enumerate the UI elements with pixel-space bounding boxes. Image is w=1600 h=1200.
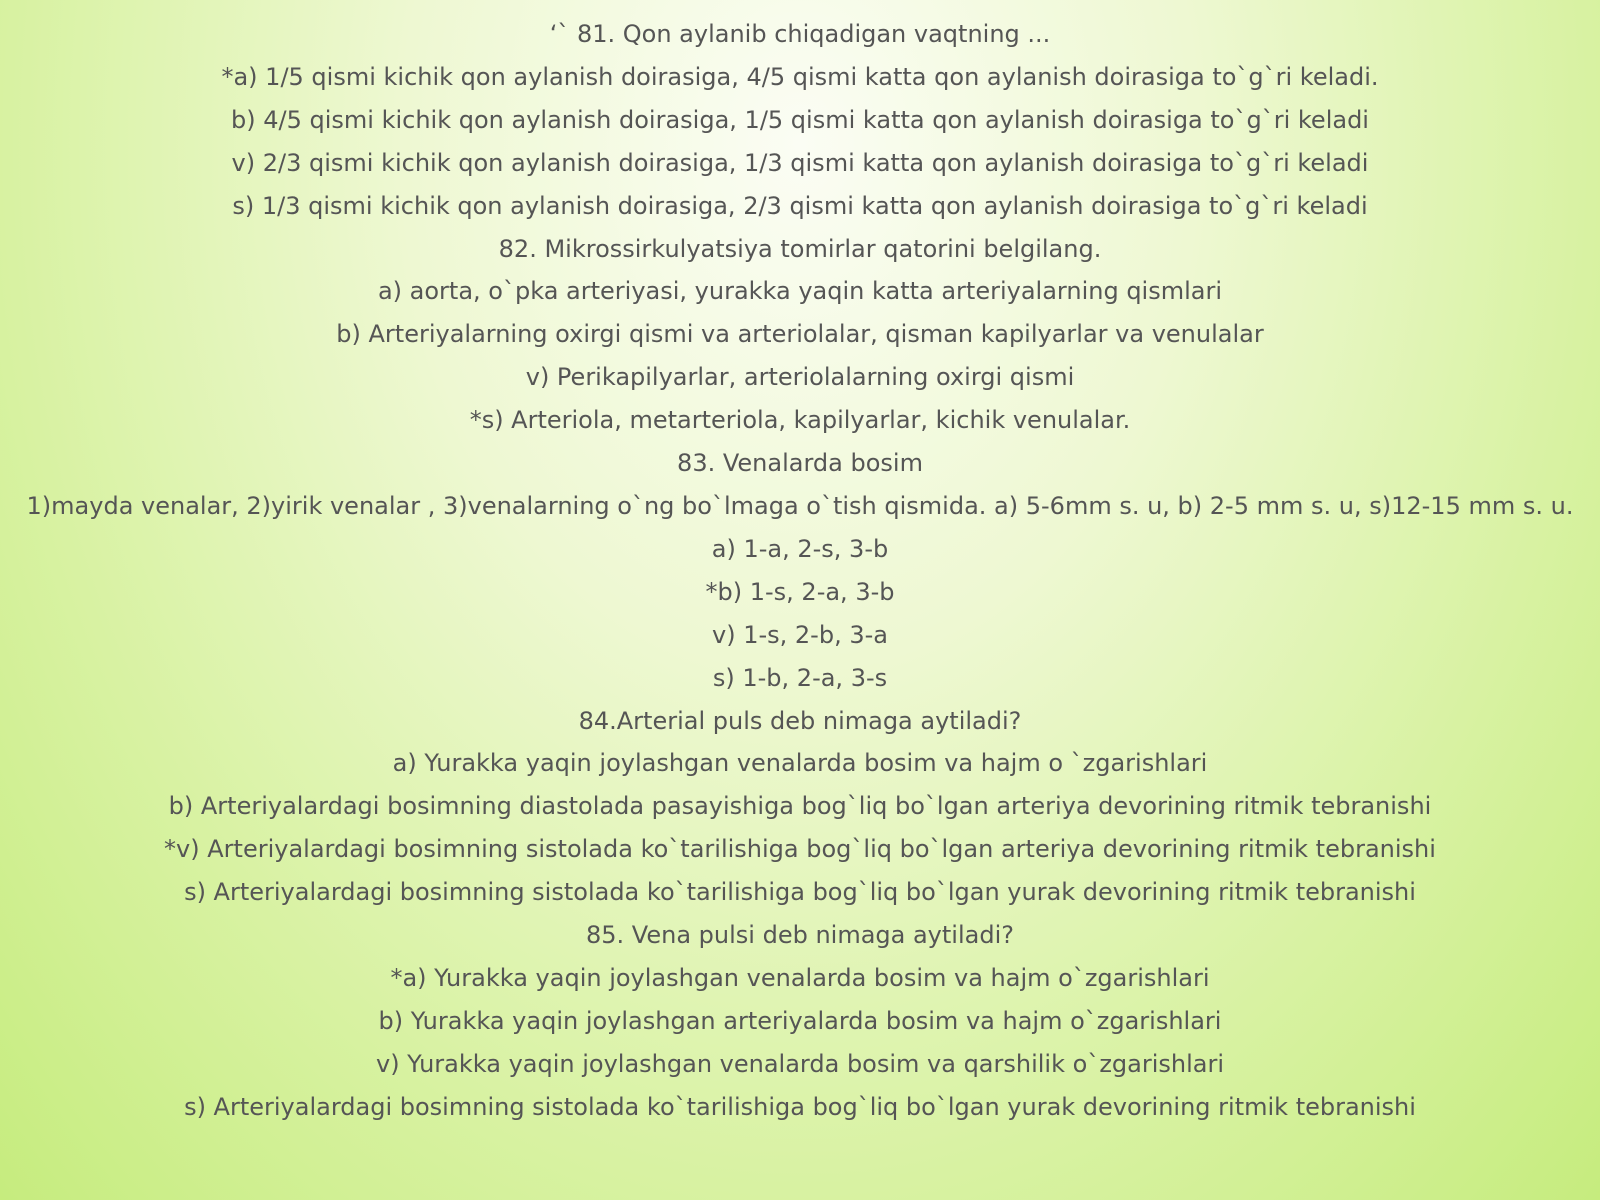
- question-84-option-s: s) Arteriyalardagi bosimning sistolada ko`tarilishiga bog`liq bo`lgan yurak devorining ritmik tebranishi: [184, 878, 1416, 907]
- question-83-statement: 1)mayda venalar, 2)yirik venalar , 3)venalarning o`ng bo`lmaga o`tish qismida. a) 5-6mm s. u, b) 2-5 mm s. u, s)12-15 mm s. u.: [26, 491, 1574, 520]
- question-85-heading: 85. Vena pulsi deb nimaga aytiladi?: [586, 921, 1014, 950]
- question-83-option-s: s) 1-b, 2-a, 3-s: [712, 663, 888, 692]
- question-85-option-s: s) Arteriyalardagi bosimning sistolada ko`tarilishiga bog`liq bo`lgan yurak devorining ritmik tebranishi: [184, 1092, 1416, 1121]
- question-82-option-v: v) Perikapilyarlar, arteriolalarning oxirgi qismi: [525, 363, 1075, 392]
- question-85-option-a: *a) Yurakka yaqin joylashgan venalarda bosim va hajm o`zgarishlari: [390, 963, 1210, 992]
- question-83-heading: 83. Venalarda bosim: [677, 449, 923, 478]
- question-81-option-a: *a) 1/5 qismi kichik qon aylanish doirasiga, 4/5 qismi katta qon aylanish doirasiga to`g`ri keladi.: [221, 62, 1379, 91]
- question-82-option-b: b) Arteriyalarning oxirgi qismi va arteriolalar, qisman kapilyarlar va venulalar: [336, 320, 1264, 349]
- question-81-option-b: b) 4/5 qismi kichik qon aylanish doirasiga, 1/5 qismi katta qon aylanish doirasiga to`g`ri keladi: [231, 105, 1369, 134]
- question-81-option-v: v) 2/3 qismi kichik qon aylanish doirasiga, 1/3 qismi katta qon aylanish doirasiga to`g`ri keladi: [231, 148, 1369, 177]
- question-84-option-v: *v) Arteriyalardagi bosimning sistolada ko`tarilishiga bog`liq bo`lgan arteriya devorining ritmik tebranishi: [164, 835, 1436, 864]
- question-85-option-v: v) Yurakka yaqin joylashgan venalarda bosim va qarshilik o`zgarishlari: [375, 1049, 1225, 1078]
- question-82-option-s: *s) Arteriola, metarteriola, kapilyarlar, kichik venulalar.: [469, 406, 1131, 435]
- question-81-option-s: s) 1/3 qismi kichik qon aylanish doirasiga, 2/3 qismi katta qon aylanish doirasiga to`g`ri keladi: [232, 191, 1368, 220]
- question-83-option-v: v) 1-s, 2-b, 3-a: [712, 620, 888, 649]
- question-82-option-a: a) aorta, o`pka arteriyasi, yurakka yaqin katta arteriyalarning qismlari: [377, 277, 1223, 306]
- question-83-option-b: *b) 1-s, 2-a, 3-b: [705, 577, 895, 606]
- question-82-heading: 82. Mikrossirkulyatsiya tomirlar qatorini belgilang.: [498, 234, 1102, 263]
- question-84-option-a: a) Yurakka yaqin joylashgan venalarda bosim va hajm o `zgarishlari: [392, 749, 1208, 778]
- question-81-heading: ‘` 81. Qon aylanib chiqadigan vaqtning ...: [549, 20, 1051, 48]
- question-85-option-b: b) Yurakka yaqin joylashgan arteriyalarda bosim va hajm o`zgarishlari: [378, 1006, 1222, 1035]
- question-84-option-b: b) Arteriyalardagi bosimning diastolada pasayishiga bog`liq bo`lgan arteriya devorining ritmik tebranishi: [168, 792, 1432, 821]
- question-83-option-a: a) 1-a, 2-s, 3-b: [711, 534, 889, 563]
- question-84-heading: 84.Arterial puls deb nimaga aytiladi?: [578, 706, 1022, 735]
